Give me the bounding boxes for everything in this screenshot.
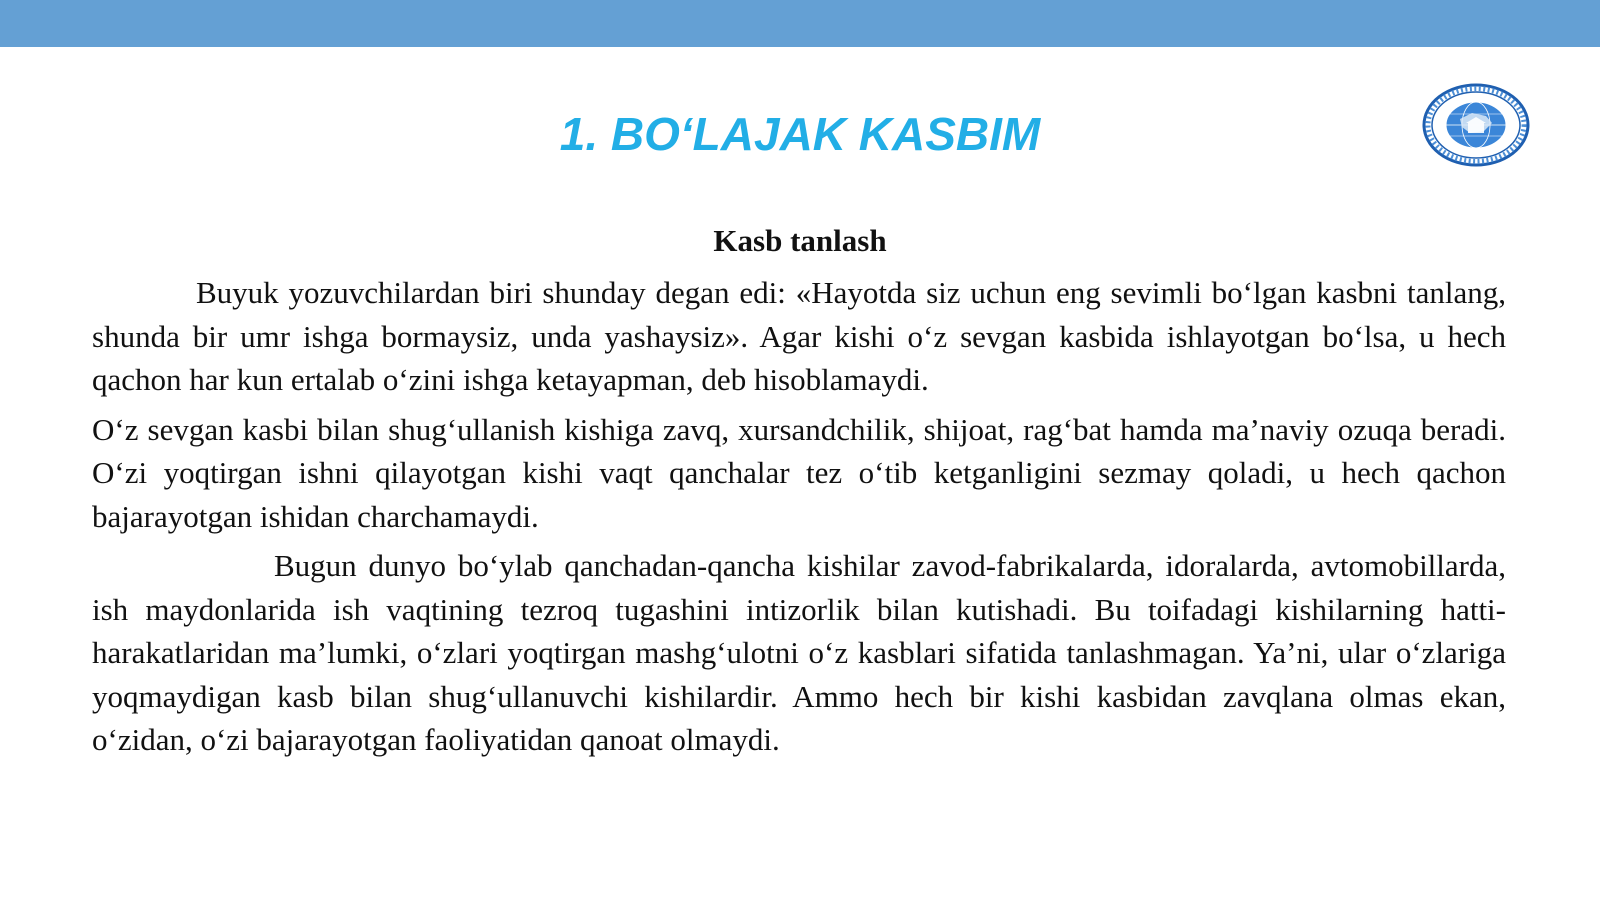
paragraph: Buyuk yozuvchilardan biri shunday degan edi: «Hayotda siz uchun eng sevimli bo‘lgan kasbni tanlang, shunda bir umr ishga bormaysiz, unda yashaysiz». Agar kishi o‘z sevgan kasbida ishlayotgan bo‘lsa, u hech qachon har kun ertalab o‘zini ishga ketayapman, deb hisoblamaydi. bbox=[92, 275, 1506, 397]
university-seal-icon bbox=[1422, 83, 1530, 167]
paragraph: Bugun dunyo bo‘ylab qanchadan-qancha kishilar zavod-fabrikalarda, idoralarda, avtomobillarda, ish maydonlarida ish vaqtining tezroq tugashini intizorlik bilan kutishadi. Bu toifadagi kishilarning hatti-harakatlaridan ma’lumki, o‘zlari yoqtirgan mashg‘ulotni o‘z kasblari sifatida tanlashmagan. Ya’ni, ular o‘zlariga yoqmaydigan kasb bilan shug‘ullanuvchi kishilardir. Ammo hech bir kishi kasbidan zavqlana olmas ekan, o‘zidan, o‘zi bajarayotgan faoliyatidan qanoat olmaydi. bbox=[92, 548, 1506, 757]
slide-title: 1. BO‘LAJAK KASBIM bbox=[559, 108, 1041, 160]
paragraph: O‘z sevgan kasbi bilan shug‘ullanish kishiga zavq, xursandchilik, shijoat, rag‘bat hamda ma’naviy ozuqa beradi. O‘zi yoqtirgan ishni qilayotgan kishi vaqt qanchalar tez o‘tib ketganligini sezmay qoladi, u hech qachon bajarayotgan ishidan charchamaydi. bbox=[92, 411, 1506, 534]
top-color-band bbox=[0, 0, 1600, 47]
body-text bbox=[92, 271, 1506, 768]
slide-subtitle: Kasb tanlash bbox=[713, 223, 887, 258]
